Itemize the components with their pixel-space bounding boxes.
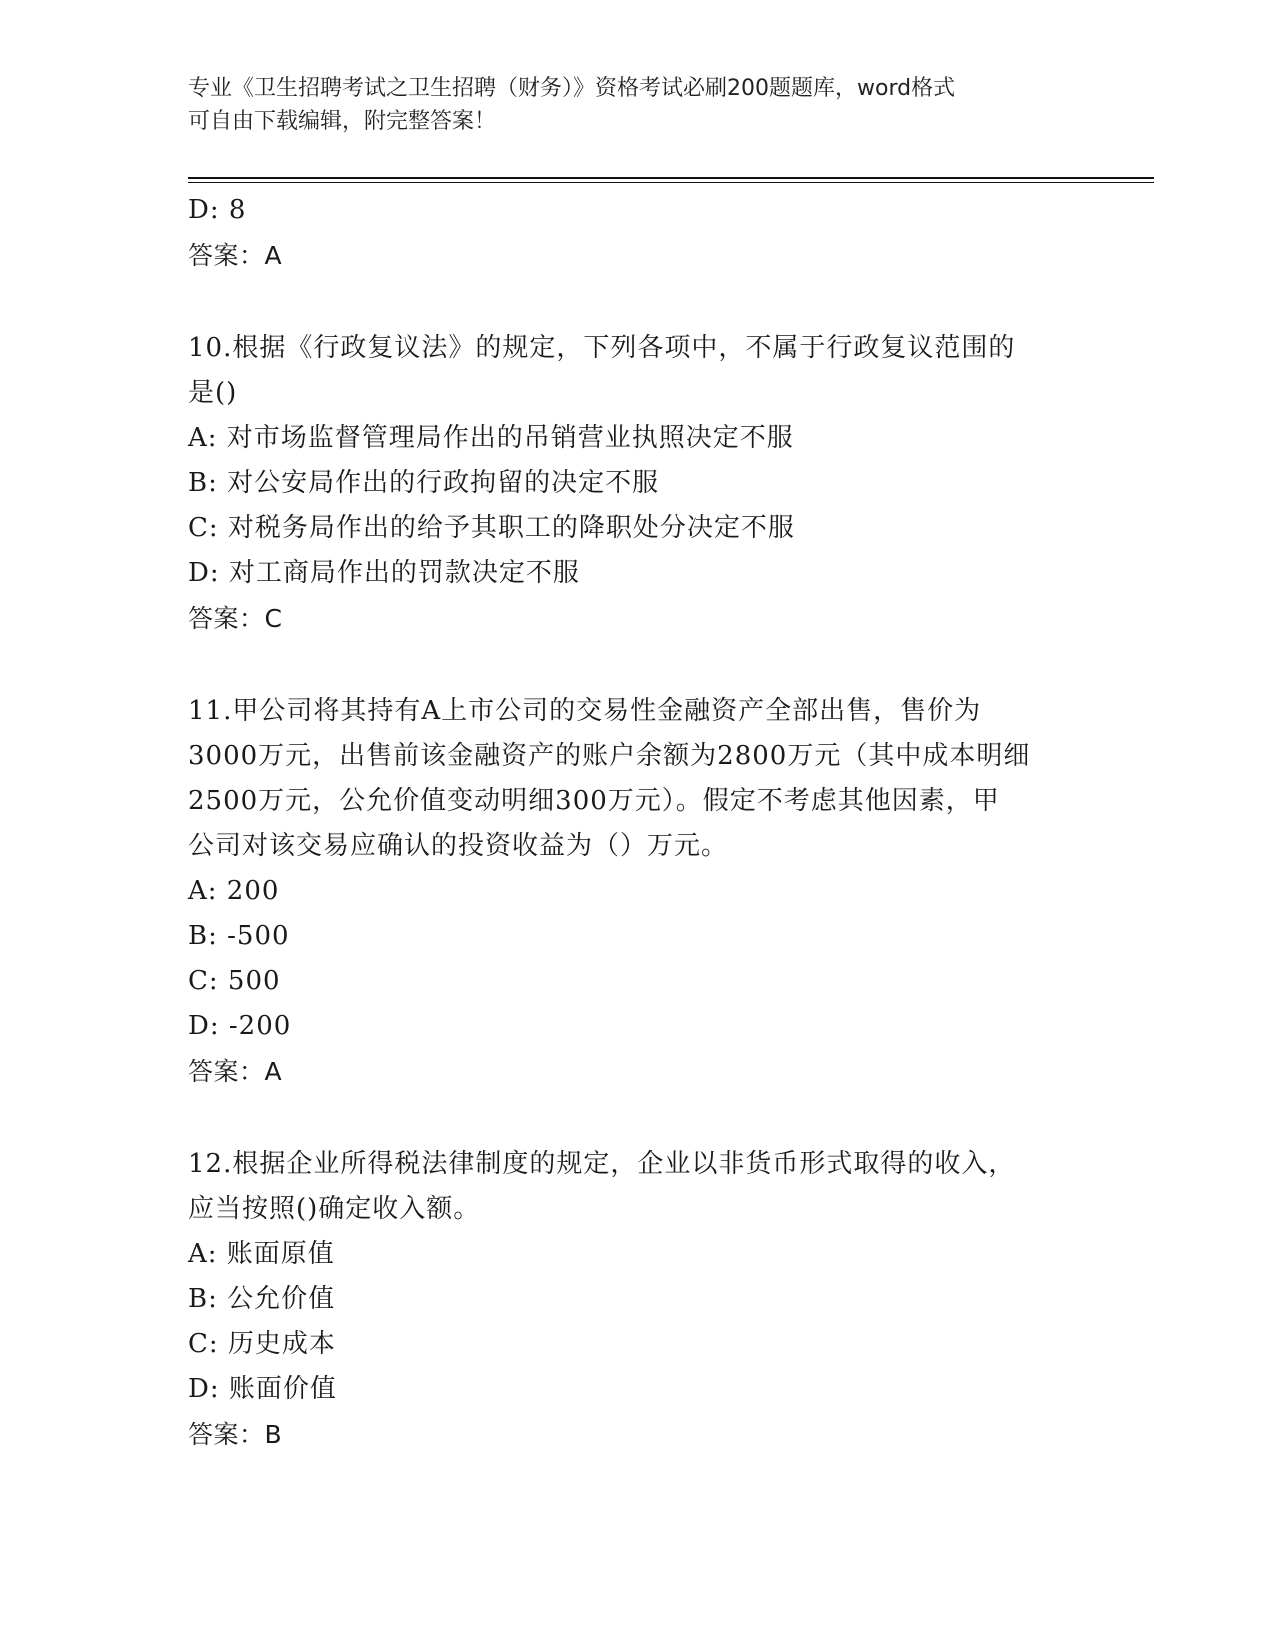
option-d: D: -200 (188, 1011, 292, 1041)
question-stem-line: 11.甲公司将其持有A上市公司的交易性金融资产全部出售，售价为 (188, 696, 982, 726)
header-title-line: 专业《卫生招聘考试之卫生招聘（财务）》资格考试必刷200题题库，word格式 (188, 76, 956, 101)
option-c: C: 500 (188, 966, 281, 996)
option-b: B: 对公安局作出的行政拘留的决定不服 (188, 468, 660, 498)
header-subtitle-line: 可自由下载编辑，附完整答案！ (188, 109, 497, 134)
option-a: A: 账面原值 (188, 1239, 335, 1269)
answer-line: 答案：A (188, 1057, 283, 1086)
question-stem-line: 公司对该交易应确认的投资收益为（）万元。 (188, 831, 729, 861)
option-c: C: 对税务局作出的给予其职工的降职处分决定不服 (188, 513, 795, 543)
question-stem-line: 2500万元，公允价值变动明细300万元）。假定不考虑其他因素，甲 (188, 786, 1000, 816)
document-header (188, 72, 1088, 138)
previous-question-tail (188, 188, 1088, 278)
option-d: D: 8 (188, 195, 247, 225)
option-c: C: 历史成本 (188, 1329, 336, 1359)
header-divider-thin (188, 182, 1154, 183)
question-stem-line: 是() (188, 378, 238, 408)
question-10 (188, 326, 1088, 641)
question-stem-line: 3000万元，出售前该金融资产的账户余额为2800万元（其中成本明细 (188, 741, 1031, 771)
question-stem-line: 12.根据企业所得税法律制度的规定，企业以非货币形式取得的收入， (188, 1149, 1016, 1179)
option-a: A: 200 (188, 876, 280, 906)
option-b: B: 公允价值 (188, 1284, 336, 1314)
question-stem-line: 10.根据《行政复议法》的规定，下列各项中，不属于行政复议范围的 (188, 333, 1016, 363)
question-11 (188, 689, 1088, 1094)
option-d: D: 对工商局作出的罚款决定不服 (188, 558, 580, 588)
question-list (188, 188, 1088, 1457)
answer-line: 答案：A (188, 241, 283, 270)
option-d: D: 账面价值 (188, 1374, 337, 1404)
question-12 (188, 1142, 1088, 1457)
answer-line: 答案：C (188, 604, 283, 633)
answer-line: 答案：B (188, 1420, 283, 1449)
option-a: A: 对市场监督管理局作出的吊销营业执照决定不服 (188, 423, 794, 453)
question-stem-line: 应当按照()确定收入额。 (188, 1194, 481, 1224)
option-b: B: -500 (188, 921, 290, 951)
header-divider (188, 177, 1154, 179)
